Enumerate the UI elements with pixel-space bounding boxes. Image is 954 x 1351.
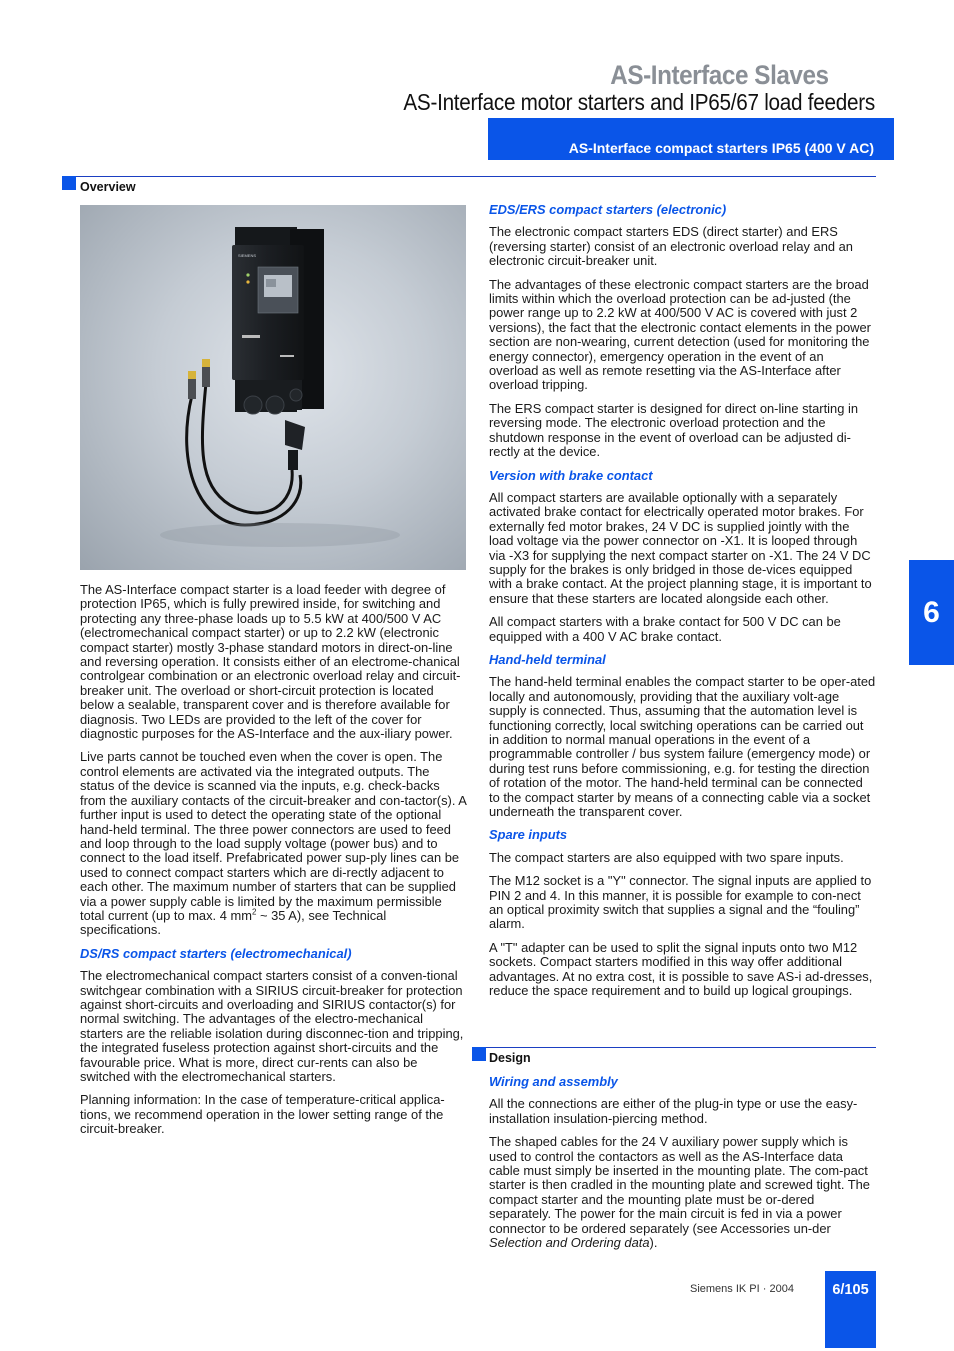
led-icon xyxy=(246,280,249,283)
overview-left-column xyxy=(80,583,467,1146)
dsrs-heading: DS/RS compact starters (electromechanical) xyxy=(80,945,352,961)
page-number: 6/105 xyxy=(832,1282,869,1298)
chapter-tab: 6 xyxy=(909,560,954,665)
spare-inputs-paragraph: The M12 socket is a "Y" connector. The signal inputs are applied to PIN 2 and 4. In this manner, it is possible for example to con-nect an optical proximity switch that supplies a signal and the “fouling” alarm. xyxy=(489,873,872,932)
product-photo xyxy=(80,205,466,570)
brake-heading: Version with brake contact xyxy=(489,467,653,483)
spare-inputs-heading: Spare inputs xyxy=(489,827,568,843)
page-title: AS-Interface Slaves xyxy=(610,60,829,90)
footer-publisher: Siemens IK PI · 2004 xyxy=(690,1283,794,1295)
overview-heading: Overview xyxy=(80,180,136,194)
overview-paragraph: Live parts cannot be touched even when the cover is open. The control elements are activated via the integrated outputs. The status of the device is scanned via the inputs, e.g. check-backs from the auxiliary contacts of the circuit-breaker and con-tactor(s). A further input is used to detect the operating state of the optional hand-held terminal. The three power connectors are used to feed and loop through to the load supply voltage (power bus) and to connect to the load itself. Prefabricated power sup-ply lines can be used to connect compact starters which are di-rectly adjacent to each other. The maximum number of starters that can be supplied via a power supply cable is limited by the maximum permissible total current (up to max. 4 $mm^2$ ~ 35 A), see Technical specifications. xyxy=(80,749,467,938)
section-banner-label: AS-Interface compact starters IP65 (400 V AC) xyxy=(568,140,874,156)
design-marker xyxy=(472,1047,486,1061)
edsers-paragraph: The advantages of these electronic compact starters are the broad limits within which the overload protection can be ad-justed (the power range up to 2.2 kW at 400/500 V AC is covered with just 2 versions), the fact that the electronic contact elements in the power section are non-wearing, current detection (used for monitoring the energy connector), emergency operation in the event of an overload as well as remote resetting via the AS-Interface after overload tripping. xyxy=(489,276,871,393)
planning-paragraph: Planning information: In the case of temperature-critical applica-tions, we recommend operation in the lower setting range of the circuit-breaker. xyxy=(80,1092,445,1137)
section-banner xyxy=(488,118,894,160)
design-rule xyxy=(472,1047,876,1048)
power-connector xyxy=(266,396,284,414)
header-rule xyxy=(62,176,876,177)
design-heading: Design xyxy=(489,1051,531,1065)
hand-held-paragraph: The hand-held terminal enables the compact starter to be oper-ated locally and autonomously, providing that the auxiliary volt-age supply is connected. Thus, assuming that the automation level is functioning correctly, local switching operations can be carried out in addition to normal manual operations in the event of a programmable controller / bus system failure (emergency mode) or during test runs before commissioning, e.g. for testing the direction of rotation of the motor. The hand-held terminal can be connected to the compact starter by means of a connecting cable via a socket underneath the transparent cover. xyxy=(489,674,876,820)
spare-inputs-paragraph: The compact starters are also equipped with two spare inputs. xyxy=(489,849,844,865)
brake-paragraph: All compact starters with a brake contact for 500 V DC can be equipped with a 400 V AC brake contact. xyxy=(489,614,841,644)
hand-held-heading: Hand-held terminal xyxy=(489,651,606,667)
page-number-tab xyxy=(825,1271,876,1348)
proximity-sensor xyxy=(202,365,210,387)
overview-marker xyxy=(62,176,76,190)
wiring-heading: Wiring and assembly xyxy=(489,1074,618,1089)
overview-paragraph: The AS-Interface compact starter is a load feeder with degree of protection IP65, which is fully prewired inside, for switching and protecting any three-phase loads up to 5.5 kW at 400/500 V AC (electromechanical compact starter) or up to 2.2 kW (electronic compact starter) mostly 3-phase standard motors in direct-on-line and reversing operation. It consists either of an electrome-chanical controlgear combination or an electronic overload relay and circuit-breaker unit. The overload or short-circuit protection is located below a sealable, transparent cover and is therefore available for diagnosis. Two LEDs are provided to the left of the cover for diagnostic purposes for the AS-Interface and the aux-iliary power. xyxy=(80,582,461,742)
wiring-paragraph: All the connections are either of the plug-in type or use the easy-installation insulation-piercing method. xyxy=(489,1096,858,1126)
edsers-paragraph: The ERS compact starter is designed for direct on-line starting in reversing mode. The electronic overload protection and the shutdown response in the event of overload can be adjusted di-rectly at the device. xyxy=(489,400,858,460)
compact-starter-illustration xyxy=(80,205,466,570)
design-column xyxy=(489,1075,876,1259)
spare-inputs-paragraph: A "T" adapter can be used to split the signal inputs onto two M12 sockets. Compact starters modified in this way offer additional advantages. At no extra cost, it is possible to save AS-i ad-dresses, reduce the space requirement and to build up logical groupings. xyxy=(489,939,873,999)
edsers-paragraph: The electronic compact starters EDS (direct starter) and ERS (reversing starter) consist of an electronic overload relay and an electronic circuit-breaker unit. xyxy=(489,224,853,269)
dsrs-paragraph: The electromechanical compact starters consist of a conven-tional switchgear combination with a SIRIUS circuit-breaker for protection against short-circuits and overloading and SIRIUS contactor(s) for normal switching. The advantages of the electro-mechanical starters are the reliable isolation during disconnec-tion and tripping, the integrated fuseless protection against short-circuits and the favourable price. What is more, direct cur-rents can also be switched with the electromechanical starters. xyxy=(80,968,464,1084)
page-subtitle: AS-Interface motor starters and IP65/67 load feeders xyxy=(403,89,875,115)
brake-paragraph: All compact starters are available optionally with a separately activated brake contact for electrically operated motor brakes. For externally fed motor brakes, 24 V DC is supplied jointly with the load voltage via the power connector on -X1. It is looped through via -X3 for supplying the next compact starter on -X1. The 24 V DC supply for the brakes is only bridged in those de-vices equipped with a brake contact. At the project planning stage, it is important to ensure that these starters are located alongside each other. xyxy=(489,489,872,606)
brand-label: SIEMENS xyxy=(238,253,257,258)
edsers-heading: EDS/ERS compact starters (electronic) xyxy=(489,202,727,217)
led-icon xyxy=(246,273,249,276)
power-connector xyxy=(244,396,262,414)
wiring-paragraph: The shaped cables for the 24 V auxiliary power supply which is used to control the contactors as well as the AS-Interface data cable must simply be inserted in the mounting plate. The com-pact starter is then cradled in the mounting plate and screwed tight. The compact starter and the mounting plate must be or-dered separately. The power for the main circuit is fed in via a power connector to be ordered separately (see Accessories un-der Selection and Ordering data). xyxy=(489,1134,870,1251)
overview-right-column xyxy=(489,203,876,1008)
proximity-sensor xyxy=(188,377,196,399)
